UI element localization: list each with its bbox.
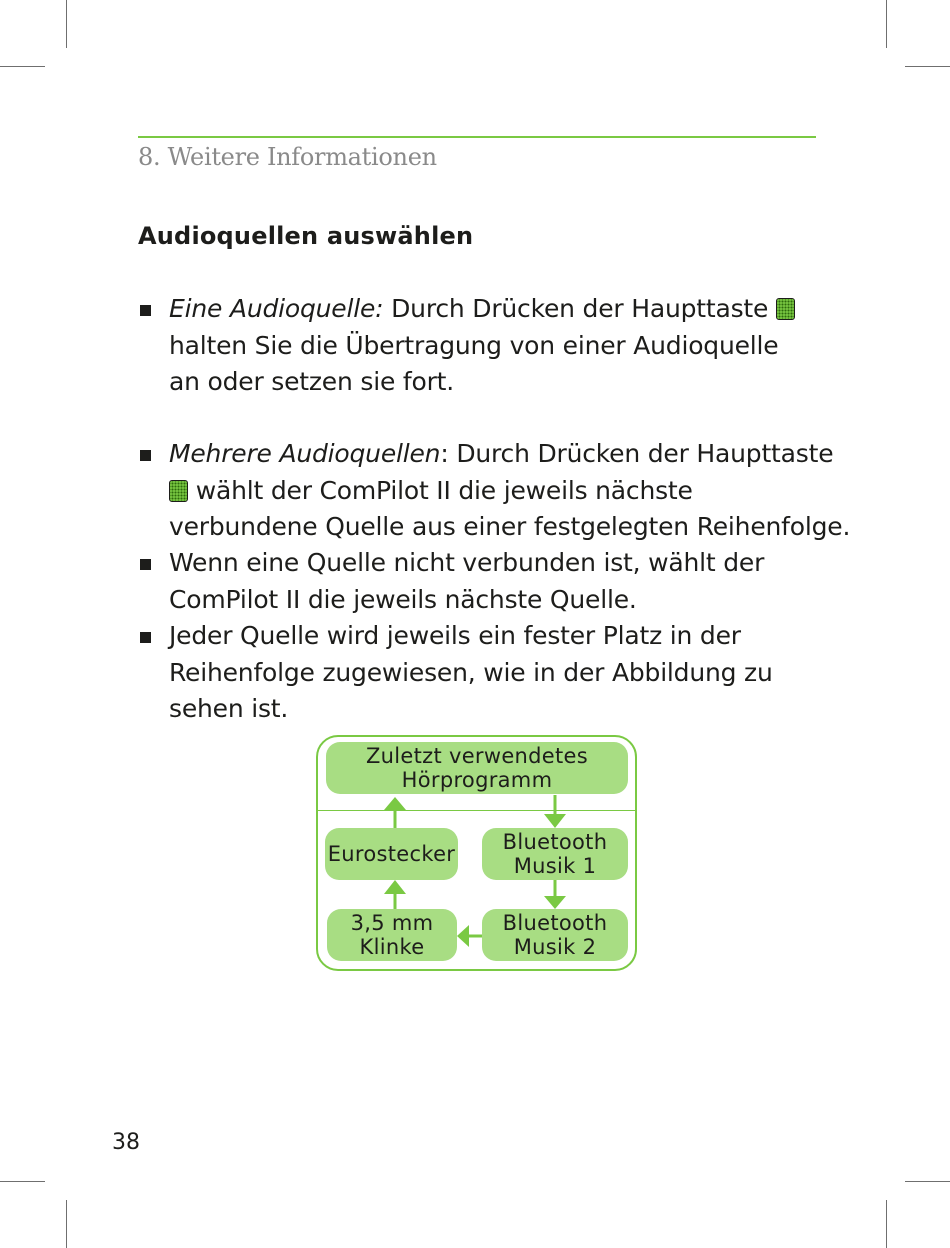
bullet-lead: Eine Audioquelle: bbox=[169, 294, 384, 323]
bullet-text: Jeder Quelle wird jeweils ein fester Platz in der bbox=[169, 621, 741, 650]
bullet-text: ComPilot II die jeweils nächste Quelle. bbox=[169, 584, 637, 614]
page-number: 38 bbox=[112, 1130, 140, 1155]
bullet-text: verbundene Quelle aus einer festgelegten Reihenfolge. bbox=[169, 512, 851, 541]
node-label: 3,5 mm bbox=[350, 911, 434, 935]
bullet-text: sehen ist. bbox=[169, 694, 289, 723]
node-label: Bluetooth bbox=[502, 911, 608, 935]
node-label: Musik 1 bbox=[513, 854, 597, 878]
node-label: Klinke bbox=[359, 935, 425, 959]
bullet-text: Wenn eine Quelle nicht verbunden ist, wählt der bbox=[169, 548, 765, 577]
bullet-lead: Mehrere Audioquellen bbox=[169, 439, 441, 468]
bullet-text: Durch Drücken der Haupttaste bbox=[383, 294, 776, 323]
arrowhead-down-icon bbox=[544, 896, 566, 909]
node-label: Eurostecker bbox=[327, 842, 456, 866]
bullet-text: an oder setzen sie fort. bbox=[169, 367, 455, 396]
bullet-text: halten Sie die Übertragung von einer Audioquelle bbox=[169, 330, 779, 360]
node-label: Hörprogramm bbox=[401, 768, 553, 792]
arrowhead-up-icon bbox=[384, 797, 406, 810]
arrowhead-down-icon bbox=[544, 814, 566, 828]
bullet-text: Reihenfolge zugewiesen, wie in der Abbildung zu bbox=[169, 657, 773, 687]
bullet-text: wählt der ComPilot II die jeweils nächste bbox=[188, 475, 693, 505]
chapter-title: 8. Weitere Informationen bbox=[138, 143, 437, 171]
arrowhead-up-icon bbox=[384, 880, 406, 894]
bullet-text: : Durch Drücken der Haupttaste bbox=[440, 439, 834, 468]
arrowhead-left-icon bbox=[457, 925, 469, 947]
node-label: Zuletzt verwendetes bbox=[365, 744, 589, 768]
node-label: Musik 2 bbox=[513, 935, 597, 959]
section-heading: Audioquellen auswählen bbox=[138, 222, 474, 250]
node-label: Bluetooth bbox=[502, 830, 608, 854]
